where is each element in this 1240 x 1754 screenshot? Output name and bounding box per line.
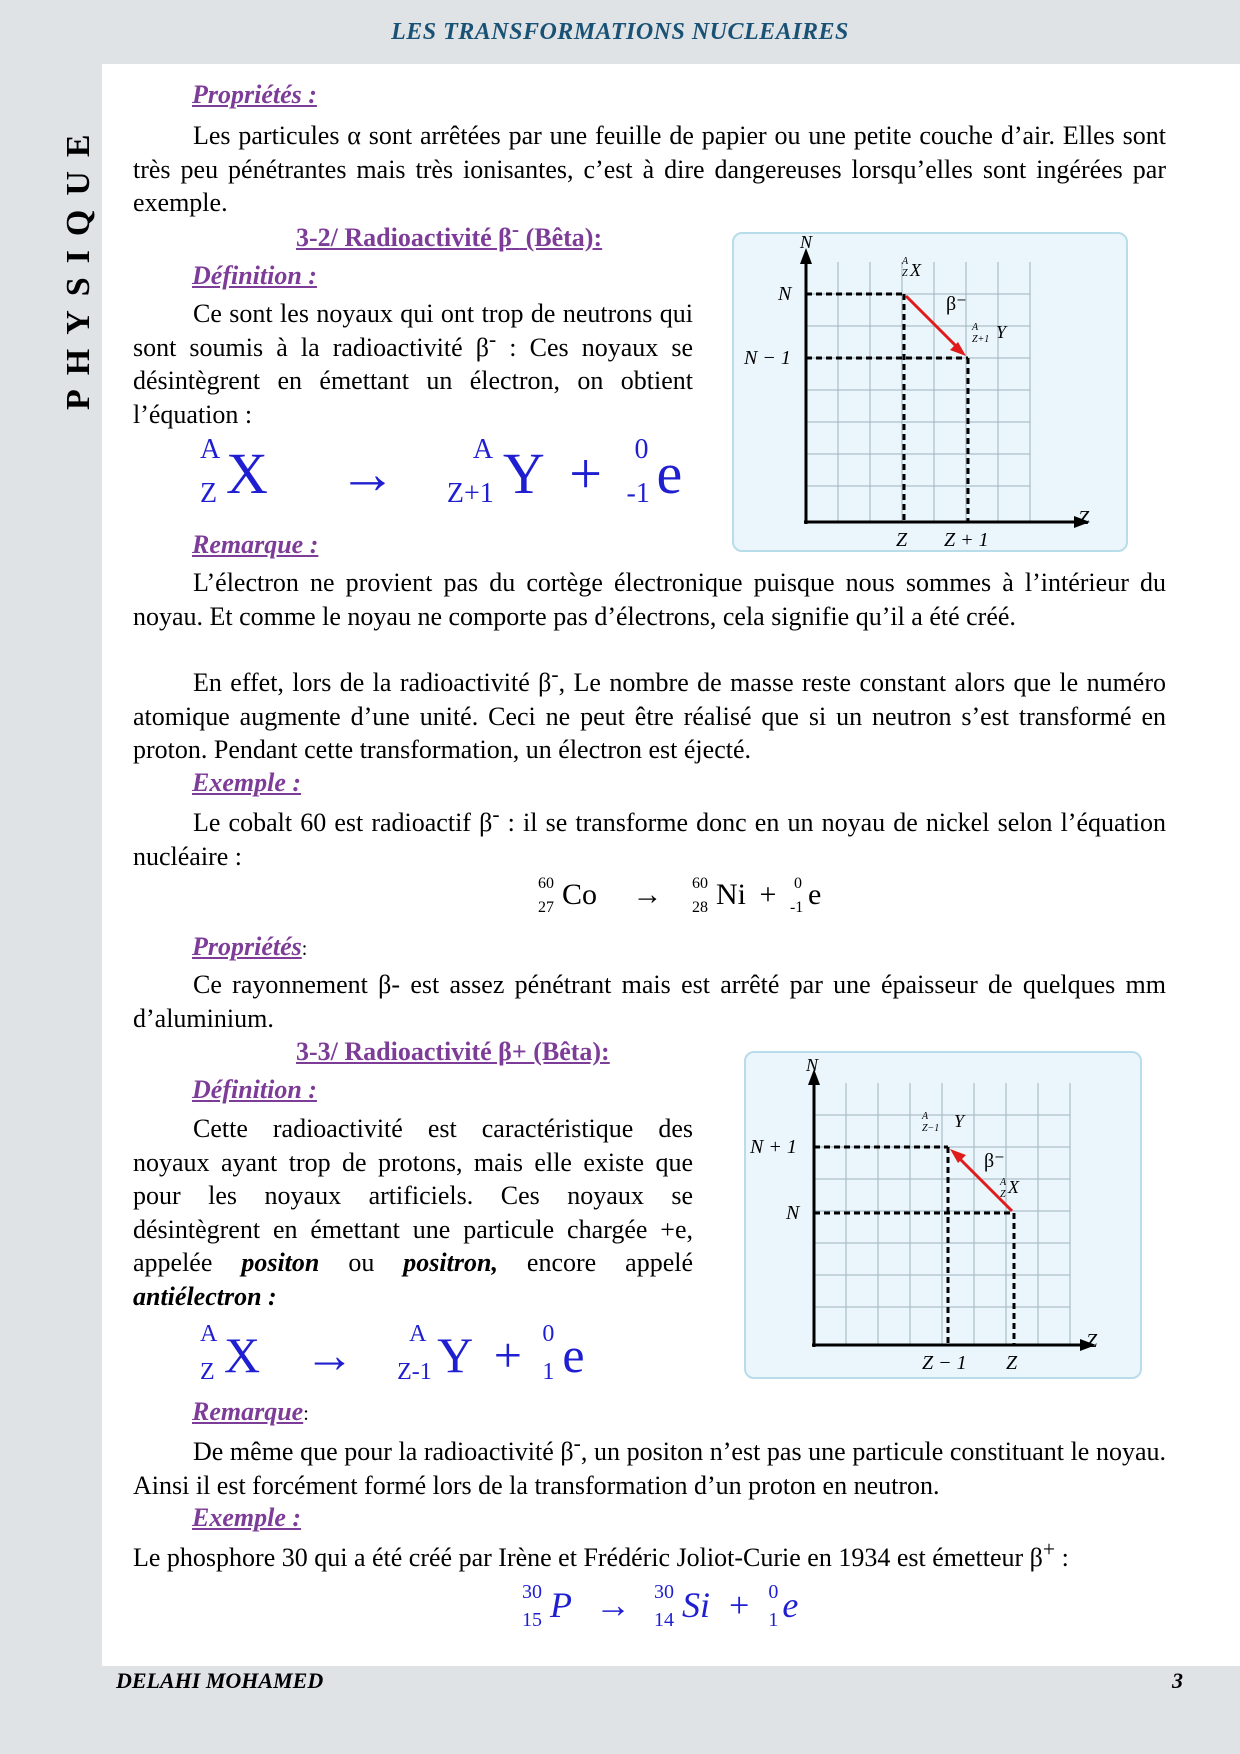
p-plus: +: [729, 1585, 750, 1625]
beta-minus-example-heading: Exemple :: [192, 768, 302, 797]
bp-parent-symbol: X: [1008, 1177, 1019, 1197]
bp-diagram-grid: [814, 1083, 1070, 1345]
ni-A: 60: [692, 875, 709, 892]
bp-rem-text-a: De même que pour la radioactivité β: [193, 1437, 574, 1466]
subject-label: PHYSIQUE: [60, 120, 97, 410]
bp-rem-text-b: , un positon n’est pas une particule constituant le noyau. Ainsi il est forcément formé lors de la transformation d’un proton en neutron.: [133, 1437, 1166, 1500]
co-e-A: 0: [793, 875, 802, 892]
parent-sub: Z: [902, 268, 908, 279]
bp-eq-positron: [542, 1321, 585, 1385]
def-text-b: : Ces noyaux se désintègrent en émettant un électron, on obtient l’équation :: [133, 332, 694, 429]
bp-def-positon: positon: [241, 1248, 320, 1277]
phosphorus-equation: [522, 1581, 799, 1631]
beta-plus-remark-paragraph: [133, 1431, 1166, 1502]
daughter-symbol: Y: [996, 322, 1007, 342]
p-positron: [768, 1581, 799, 1631]
beta-minus-diagram-svg: [734, 234, 1126, 550]
bp-rem-colon: :: [303, 1403, 309, 1425]
bp-eq-X: X: [224, 1327, 261, 1383]
bp-eq-Y: Y: [437, 1327, 474, 1383]
p-e-Z: 1: [768, 1609, 779, 1631]
n-tick-label: N: [778, 283, 792, 305]
p-symbol: P: [550, 1585, 572, 1625]
z-plus-1-tick-label: Z + 1: [944, 529, 989, 550]
eq-Z2: Z+1: [446, 478, 494, 509]
eq-A3: 0: [634, 434, 649, 465]
bp-def-text-a: Cette radioactivité est caractéristique des noyaux ayant trop de protons, mais elle existe que pour les noyaux artificiels. Ces noyaux se désintègrent en émettant une particule chargée +e, appelée: [133, 1114, 693, 1277]
beta-plus-example-heading: Exemple :: [192, 1503, 302, 1532]
beta-plus-remark-heading: Remarque: [192, 1397, 304, 1426]
bp-daughter-symbol: Y: [954, 1111, 965, 1131]
si-symbol: Si: [682, 1585, 711, 1625]
page-header-title: LES TRANSFORMATIONS NUCLEAIRES: [391, 19, 849, 45]
eq-electron: [626, 434, 683, 509]
eq-A2: A: [472, 434, 494, 465]
bp-z-tick-label: Z: [1006, 1352, 1018, 1374]
beta-minus-remark-paragraph-2: [133, 662, 1166, 767]
beta-plus-definition-paragraph: [133, 1112, 693, 1313]
ex-text-b: : il se transforme donc en un noyau de nickel selon l’équation nucléaire :: [133, 808, 1166, 871]
bp-z-minus-1-tick-label: Z − 1: [922, 1352, 967, 1374]
co-symbol: Co: [562, 878, 598, 911]
beta-plus-nz-diagram: [744, 1051, 1142, 1379]
bp-ex-sup: +: [1042, 1537, 1056, 1562]
bp-ex-text-a: Le phosphore 30 qui a été créé par Irène et Frédéric Joliot-Curie en 1934 est émetteur β: [133, 1543, 1043, 1572]
parent-sup: A: [902, 256, 909, 267]
bp-eq-daughter: [397, 1321, 474, 1385]
y-axis-label: N: [800, 234, 813, 252]
ni-nucleus: [692, 875, 747, 916]
si-Z: 14: [654, 1609, 674, 1631]
co-e-Z: -1: [789, 899, 804, 916]
beta-plus-definition-heading: Définition :: [192, 1075, 317, 1104]
p-arrow: →: [595, 1585, 631, 1625]
rem2-text-b: , Le nombre de masse reste constant alors que le numéro atomique augmente d’une unité. Ceci ne peut être réalisé que si un neutron s’est transformé en proton. Pendant cette transformation, un électron est éjecté.: [133, 668, 1166, 764]
bp-parent-sub: Z: [1000, 1189, 1006, 1200]
bp-eq-A2: A: [409, 1321, 427, 1347]
bp-def-text-b: encore appelé: [497, 1248, 693, 1277]
eq-X: X: [226, 441, 268, 506]
section-3-3-title: 3-3/ Radioactivité β+ (Bêta):: [296, 1037, 610, 1066]
bp-rem-sup: -: [573, 1431, 581, 1456]
alpha-properties-heading: Propriétés :: [192, 80, 317, 109]
section-3-2-title: [296, 217, 603, 253]
eq-e: e: [656, 441, 683, 506]
section-3-2-sup: -: [511, 217, 520, 242]
beta-plus-example-paragraph: [133, 1537, 1166, 1575]
beta-minus-example-paragraph: [133, 802, 1166, 873]
bp-ex-text-b: :: [1055, 1543, 1069, 1572]
bp-eq-A3: 0: [542, 1321, 555, 1347]
ex-text-a: Le cobalt 60 est radioactif β: [193, 808, 493, 837]
footer-author: DELAHI MOHAMED: [116, 1668, 324, 1693]
beta-minus-properties-heading-line: [192, 932, 307, 962]
def-text-a: Ce sont les noyaux qui ont trop de neutrons qui sont soumis à la radioactivité β: [133, 299, 693, 362]
bp-beta-arrow-label: β⁻: [984, 1150, 1005, 1172]
bp-eq-Z3: 1: [542, 1359, 555, 1385]
z-tick-label: Z: [896, 529, 908, 550]
co-plus: +: [759, 878, 777, 911]
si-nucleus: [654, 1581, 711, 1631]
co-electron: [789, 875, 822, 916]
co-nucleus: [538, 875, 598, 916]
ni-Z: 28: [692, 899, 709, 916]
bp-eq-Z2: Z-1: [397, 1359, 432, 1385]
beta-minus-definition-paragraph: [133, 297, 693, 431]
p-nucleus: [522, 1581, 572, 1631]
co-arrow: →: [632, 878, 663, 911]
eq-plus: +: [569, 441, 602, 506]
bp-eq-Z1: Z: [200, 1359, 215, 1385]
def-sup: -: [488, 326, 497, 351]
bp-n-plus-1-tick-label: N + 1: [750, 1136, 797, 1158]
bp-eq-A1: A: [200, 1321, 218, 1347]
bp-daughter-sup: A: [922, 1111, 929, 1122]
eq-Z1: Z: [200, 478, 218, 509]
bp-n-tick-label: N: [786, 1202, 800, 1224]
rem2-sup: -: [551, 662, 559, 687]
bp-def-ou: ou: [319, 1248, 404, 1277]
beta-minus-remark-paragraph-1: L’électron ne provient pas du cortège électronique puisque nous sommes à l’intérieur du noyau. Et comme le noyau ne comporte pas d’électrons, cela signifie qu’il a été créé.: [133, 568, 1166, 631]
eq-arrow: →: [338, 441, 397, 506]
si-A: 30: [654, 1581, 674, 1603]
bp-def-antielectron: antiélectron :: [133, 1281, 277, 1311]
beta-plus-remark-heading-line: [192, 1397, 309, 1427]
parent-symbol: X: [910, 260, 921, 280]
beta-minus-equation: [200, 434, 683, 509]
rem2-text-a: En effet, lors de la radioactivité β: [193, 668, 552, 697]
co-e-symbol: e: [807, 878, 822, 911]
beta-plus-diagram-svg: [746, 1053, 1140, 1377]
ex-sup: -: [492, 802, 500, 827]
ni-symbol: Ni: [716, 878, 747, 911]
beta-minus-properties-paragraph: Ce rayonnement β- est assez pénétrant mais est arrêté par une épaisseur de quelques mm d’aluminium.: [133, 970, 1166, 1033]
bp-eq-plus: +: [493, 1327, 522, 1383]
beta-plus-equation: [200, 1321, 585, 1385]
beta-minus-properties-heading: Propriétés: [192, 932, 302, 961]
x-axis-label: Z: [1078, 507, 1090, 529]
beta-minus-remark-heading: Remarque :: [192, 530, 319, 559]
daughter-sub: Z+1: [972, 334, 990, 345]
bp-eq-arrow: →: [304, 1327, 355, 1383]
section-3-2-suffix: (Bêta):: [519, 223, 603, 252]
co-A: 60: [538, 875, 554, 892]
bp-eq-e: e: [562, 1327, 585, 1383]
eq-daughter-nucleus: [446, 434, 545, 509]
beta-minus-definition-heading: Définition :: [192, 261, 317, 290]
cobalt-equation: [538, 875, 822, 916]
props-colon: :: [301, 938, 308, 960]
bp-daughter-sub: Z−1: [922, 1123, 940, 1134]
bp-y-axis-label: N: [806, 1055, 819, 1075]
beta-arrow-label: β⁻: [946, 293, 967, 315]
p-e-symbol: e: [782, 1585, 799, 1625]
subject-sidebar: [40, 100, 130, 440]
p-A: 30: [522, 1581, 542, 1603]
bp-x-axis-label: Z: [1086, 1330, 1098, 1352]
eq-Z3: -1: [626, 478, 650, 509]
eq-parent-nucleus: [200, 434, 268, 509]
p-e-A: 0: [768, 1581, 779, 1603]
alpha-properties-paragraph: Les particules α sont arrêtées par une feuille de papier ou une petite couche d’air. Elles sont très peu pénétrantes mais très ionisantes, c’est à dire dangereuses lorsqu’elles sont ingérées par exemple.: [133, 121, 1166, 217]
bp-def-positron: positron,: [403, 1248, 498, 1277]
beta-minus-nz-diagram: [732, 232, 1128, 552]
footer-page-number: 3: [1172, 1668, 1183, 1693]
n-minus-1-tick-label: N − 1: [744, 347, 791, 369]
co-Z: 27: [538, 899, 554, 916]
p-Z: 15: [522, 1609, 542, 1631]
section-3-2-text: 3-2/ Radioactivité β: [296, 223, 512, 252]
eq-Y: Y: [502, 441, 545, 506]
bp-eq-parent: [200, 1321, 261, 1385]
eq-A1: A: [200, 434, 221, 465]
daughter-sup: A: [972, 322, 979, 333]
bp-parent-sup: A: [1000, 1177, 1007, 1188]
diagram-grid: [806, 262, 1030, 522]
